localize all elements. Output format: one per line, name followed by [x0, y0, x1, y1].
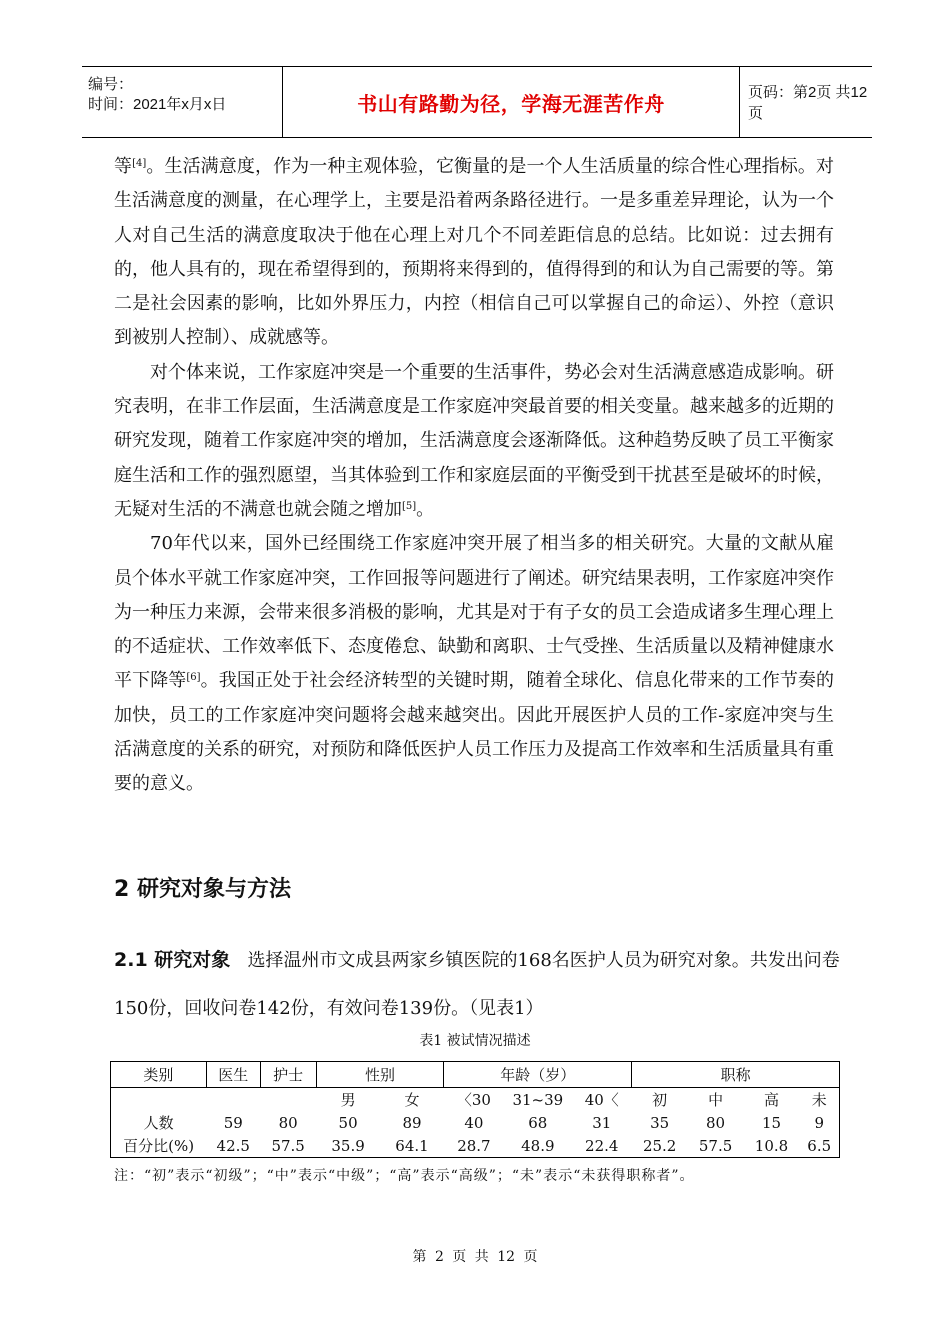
- table-cell: 80: [706, 1113, 726, 1132]
- table-subheader-cell: 男: [340, 1091, 356, 1109]
- table-subheader-row: [111, 1088, 840, 1112]
- table-row-label: 百分比(%): [111, 1134, 207, 1158]
- table-cell: 40: [464, 1113, 484, 1132]
- table-subheader-cell: 未: [799, 1088, 839, 1112]
- table-cell: 10.8: [744, 1134, 800, 1158]
- table-cell: 48.9: [504, 1134, 572, 1158]
- table-header-cell: 护士: [260, 1062, 316, 1088]
- table-subheader-cell: 女: [404, 1091, 420, 1109]
- body-text: [114, 150, 834, 802]
- header-motto-cell: [282, 67, 740, 137]
- table-cell: 42.5: [206, 1134, 260, 1158]
- table-cell: 28.7: [444, 1134, 504, 1158]
- paragraph-2-text: 对个体来说，工作家庭冲突是一个重要的生活事件，势必会对生活满意感造成影响。研究表明，在非工作层面，生活满意度是工作家庭冲突最首要的相关变量。越来越多的近期的研究发现，随着工作家庭冲突的增加，生活满意度会逐渐降低。这种趋势反映了员工平衡家庭生活和工作的强烈愿望，当其体验到工作和家庭层面的平衡受到干扰甚至是破坏的时候，无疑对生活的不满意也就会随之增加: [114, 361, 834, 520]
- table-header-cell: 类别: [111, 1062, 207, 1088]
- paragraph-2-end: 。: [416, 498, 435, 520]
- table-cell: 59: [223, 1113, 243, 1132]
- table-subheader-cell: 31~39: [512, 1090, 564, 1109]
- table-header-row: [111, 1062, 840, 1088]
- table-row: [111, 1134, 840, 1158]
- page-header: [82, 66, 872, 138]
- subsection-text: 选择温州市文成县两家乡镇医院的168名医护人员为研究对象。共发出问卷150份，回收问卷142份，有效问卷139份。（见表1）: [114, 950, 840, 1019]
- table-cell: 22.4: [572, 1134, 632, 1158]
- table-subheader-cell: 高: [763, 1091, 779, 1109]
- subsection-heading: 2.1 研究对象: [114, 949, 231, 971]
- header-motto: 书山有路勤为径，学海无涯苦作舟: [357, 91, 665, 116]
- paragraph-3-text: 70年代以来，国外已经围绕工作家庭冲突开展了相当多的相关研究。大量的文献从雇员个体水平就工作家庭冲突，工作回报等问题进行了阐述。研究结果表明，工作家庭冲突作为一种压力来源，会带来很多消极的影响，尤其是对于有子女的员工会造成诸多生理心理上的不适症状、工作效率低下、态度倦怠、缺勤和离职、士气受挫、生活质量以及精神健康水平下降等: [114, 533, 834, 692]
- table-cell: 35.9: [316, 1134, 380, 1158]
- section-heading: 2 研究对象与方法: [114, 877, 291, 902]
- paragraph-3: [114, 527, 834, 801]
- citation-6: [6]: [186, 672, 201, 684]
- table-subheader-cell: 40〈: [584, 1091, 619, 1109]
- document-time-label: 时间：2021年x月x日: [88, 96, 227, 113]
- table-caption: 表1 被试情况描述: [419, 1033, 531, 1049]
- subsection-2-1: [114, 936, 842, 1033]
- table-cell: 25.2: [632, 1134, 688, 1158]
- table-cell: 31: [592, 1113, 612, 1132]
- table-cell: 50: [338, 1113, 358, 1132]
- table-row: [111, 1111, 840, 1134]
- table-cell: 35: [650, 1113, 670, 1132]
- table-cell: 6.5: [799, 1134, 839, 1158]
- table-header-cell: 医生: [206, 1062, 260, 1088]
- table-cell: 68: [528, 1113, 548, 1132]
- table-cell: 80: [278, 1113, 298, 1132]
- table-note: 注：“初”表示“初级”；“中”表示“中级”；“高”表示“高级”；“未”表示“未获得职称者”。: [114, 1168, 695, 1184]
- table-row-label: 人数: [111, 1111, 207, 1134]
- paragraph-2: [114, 356, 834, 527]
- paragraph-1: [114, 150, 834, 356]
- table-cell: 9: [799, 1111, 839, 1134]
- header-page-label: 页码：第2页 共12页: [748, 84, 868, 122]
- table-header-cell: 职称: [632, 1062, 840, 1088]
- table-cell: 57.5: [260, 1134, 316, 1158]
- citation-4: [4]: [132, 158, 147, 169]
- paragraph-3-end: 。我国正处于社会经济转型的关键时期，随着全球化、信息化带来的工作节奏的加快，员工的工作家庭冲突问题将会越来越突出。因此开展医护人员的工作-家庭冲突与生活满意度的关系的研究，对预防和降低医护人员工作压力及提高工作效率和生活质量具有重要的意义。: [114, 670, 835, 795]
- header-meta: [82, 67, 282, 137]
- table-subheader-cell: 中: [708, 1091, 724, 1109]
- table-cell: 89: [402, 1113, 422, 1132]
- table-cell: 64.1: [380, 1134, 444, 1158]
- participants-table: [110, 1061, 840, 1158]
- paragraph-1-text: 。生活满意度，作为一种主观体验，它衡量的是一个人生活质量的综合性心理指标。对生活满意度的测量，在心理学上，主要是沿着两条路径进行。一是多重差异理论，认为一个人对自己生活的满意度取决于他在心理上对几个不同差距信息的总结。比如说：过去拥有的，他人具有的，现在希望得到的，预期将来得到的，值得得到的和认为自己需要的等。第二是社会因素的影响，比如外界压力，内控（相信自己可以掌握自己的命运）、外控（意识到被别人控制）、成就感等。: [114, 156, 835, 349]
- table-cell: 15: [761, 1113, 782, 1132]
- table-header-cell: 性别: [316, 1062, 444, 1088]
- paragraph-1-start: 等: [114, 156, 133, 177]
- table-header-cell: 年龄（岁）: [444, 1062, 632, 1088]
- table-subheader-cell: 〈30: [456, 1091, 491, 1109]
- table-cell: 57.5: [688, 1134, 744, 1158]
- citation-5: [5]: [402, 500, 417, 512]
- document-number-label: 编号：: [88, 76, 134, 93]
- page-footer: 第 2 页 共 12 页: [412, 1249, 538, 1265]
- table-subheader-cell: 初: [652, 1091, 668, 1109]
